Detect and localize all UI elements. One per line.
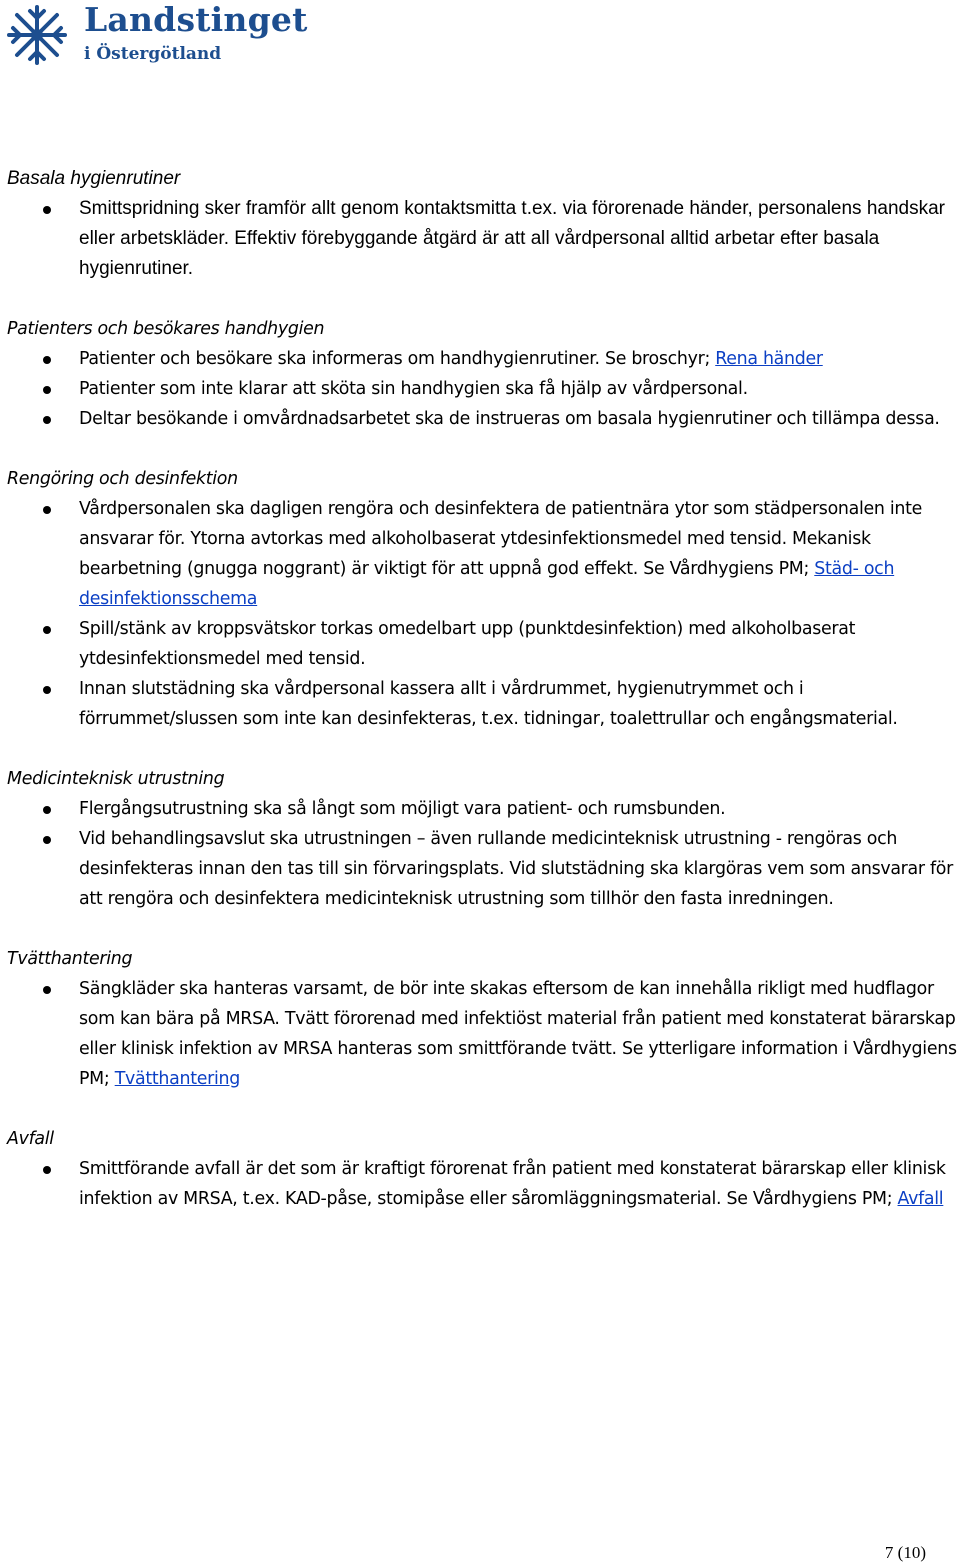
- list-item-text: Spill/stänk av kroppsvätskor torkas omedelbart upp (punktdesinfektion) med alkoholbaserat ytdesinfektionsmedel med tensid.: [79, 619, 856, 669]
- snowflake-emblem-icon: [4, 2, 70, 68]
- section-heading: Medicinteknisk utrustning: [7, 769, 225, 789]
- list-item-text: Smittspridning sker framför allt genom kontaktsmitta t.ex. via förorenade händer, personalens handskar eller arbetskläder. Effektiv förebyggande åtgärd är att all vårdpersonal alltid arbetar efter basala hygienrutiner.: [79, 198, 945, 279]
- bullet-list: [7, 344, 957, 434]
- list-item: [7, 374, 957, 404]
- list-item: [7, 974, 957, 1094]
- list-item-text: Patienter som inte klarar att sköta sin handhygien ska få hjälp av vårdpersonal.: [79, 379, 748, 399]
- list-item: [7, 194, 957, 284]
- section-heading: Patienters och besökares handhygien: [7, 319, 325, 339]
- section-basala-hygienrutiner: [7, 164, 957, 284]
- logo-subtitle: i Östergötland: [84, 44, 222, 64]
- bullet-list: [7, 194, 957, 284]
- list-item-text: Vid behandlingsavslut ska utrustningen – även rullande medicinteknisk utrustning - rengöras och desinfekteras innan den tas till sin förvaringsplats. Vid slutstädning ska klargöras vem som ansvarar för att rengöra och desinfektera medicinteknisk utrustning som tillhör den fasta inredningen.: [79, 829, 953, 909]
- landstinget-logo: [4, 0, 308, 68]
- list-item-text: Innan slutstädning ska vårdpersonal kassera allt i vårdrummet, hygienutrymmet och i förrummet/slussen som inte kan desinfekteras, t.ex. tidningar, toalettrullar och engångsmaterial.: [79, 679, 898, 729]
- page-number: 7 (10): [884, 1543, 926, 1562]
- list-item: [7, 794, 957, 824]
- avfall-link[interactable]: Avfall: [897, 1189, 944, 1209]
- rena-hander-link[interactable]: Rena händer: [715, 349, 823, 369]
- list-item-text: Smittförande avfall är det som är kraftigt förorenat från patient med konstaterat bärarskap eller klinisk infektion av MRSA, t.ex. KAD-påse, stomipåse eller såromläggningsmaterial. Se Vårdhygiens PM;: [79, 1159, 946, 1209]
- list-item: [7, 494, 957, 614]
- list-item: [7, 824, 957, 914]
- list-item: [7, 674, 957, 734]
- section-heading: Tvätthantering: [7, 949, 133, 969]
- section-avfall: [7, 1124, 957, 1214]
- list-item-text: Flergångsutrustning ska så långt som möjligt vara patient- och rumsbunden.: [79, 799, 726, 819]
- section-rengoring-desinfektion: [7, 464, 957, 734]
- list-item-text: Deltar besökande i omvårdnadsarbetet ska de instrueras om basala hygienrutiner och tillämpa dessa.: [79, 409, 940, 429]
- section-heading: Rengöring och desinfektion: [7, 469, 238, 489]
- section-tvatthantering: [7, 944, 957, 1094]
- section-heading: Avfall: [7, 1129, 54, 1149]
- bullet-list: [7, 794, 957, 914]
- section-patienters-handhygien: [7, 314, 957, 434]
- list-item-text: Vårdpersonalen ska dagligen rengöra och desinfektera de patientnära ytor som städpersonalen inte ansvarar för. Ytorna avtorkas med alkoholbaserat ytdesinfektionsmedel med tensid. Mekanisk bearbetning (gnugga noggrant) är viktigt för att uppnå god effekt. Se Vårdhygiens PM;: [79, 499, 923, 579]
- list-item: [7, 614, 957, 674]
- list-item-text: Patienter och besökare ska informeras om handhygienrutiner. Se broschyr;: [79, 349, 716, 369]
- section-medicinteknisk-utrustning: [7, 764, 957, 914]
- section-heading: Basala hygienrutiner: [7, 168, 181, 189]
- list-item-text: Sängkläder ska hanteras varsamt, de bör inte skakas eftersom de kan innehålla rikligt med hudflagor som kan bära på MRSA. Tvätt förorenad med infektiöst material från patient med konstaterat bärarskap eller klinisk infektion av MRSA hanteras som smittförande tvätt. Se ytterligare information i Vårdhygiens PM;: [79, 979, 957, 1089]
- list-item: [7, 344, 957, 374]
- bullet-list: [7, 974, 957, 1094]
- logo-title: Landstinget: [84, 0, 308, 39]
- tvatthantering-link[interactable]: Tvätthantering: [114, 1069, 240, 1089]
- bullet-list: [7, 494, 957, 734]
- bullet-list: [7, 1154, 957, 1214]
- list-item: [7, 404, 957, 434]
- document-body: [7, 164, 957, 1214]
- list-item: [7, 1154, 957, 1214]
- stad-desinfektionsschema-link[interactable]: Städ- och desinfektionsschema: [79, 559, 895, 609]
